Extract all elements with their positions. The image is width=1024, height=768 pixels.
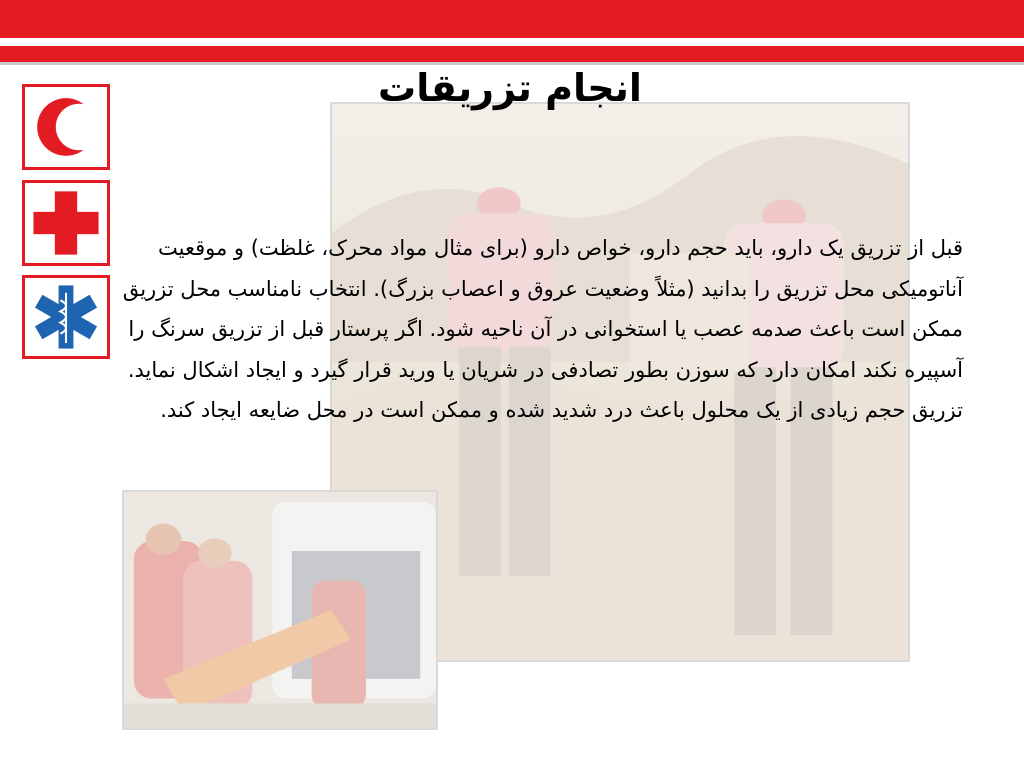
top-white-stripe: [0, 38, 1024, 46]
ambulance-photo: [122, 490, 438, 730]
top-red-band-lower: [0, 46, 1024, 62]
header-shadow: [0, 62, 1024, 65]
slide-body-text: قبل از تزریق یک دارو، باید حجم دارو، خواص دارو (برای مثال مواد محرک، غلظت) و موقعیت آناتومیکی محل تزریق را بدانید (مثلاً وضعیت عروق و اعصاب بزرگ). انتخاب نامناسب محل تزریق ممکن است باعث صدمه عصب یا استخوانی در آن ناحیه شود. اگر پرستار قبل از تزریق سرنگ را آسپیره نکند امکان دارد که سوزن بطور تصادفی در شریان یا ورید قرار گیرد و ایجاد اشکال نماید. تزریق حجم زیادی از یک محلول باعث درد شدید شده و ممکن است در محل ضایعه ایجاد کند.: [122, 236, 963, 422]
slide-title: انجام تزریقات: [378, 66, 642, 110]
red-crescent-icon: [22, 84, 110, 170]
top-red-band: [0, 0, 1024, 38]
